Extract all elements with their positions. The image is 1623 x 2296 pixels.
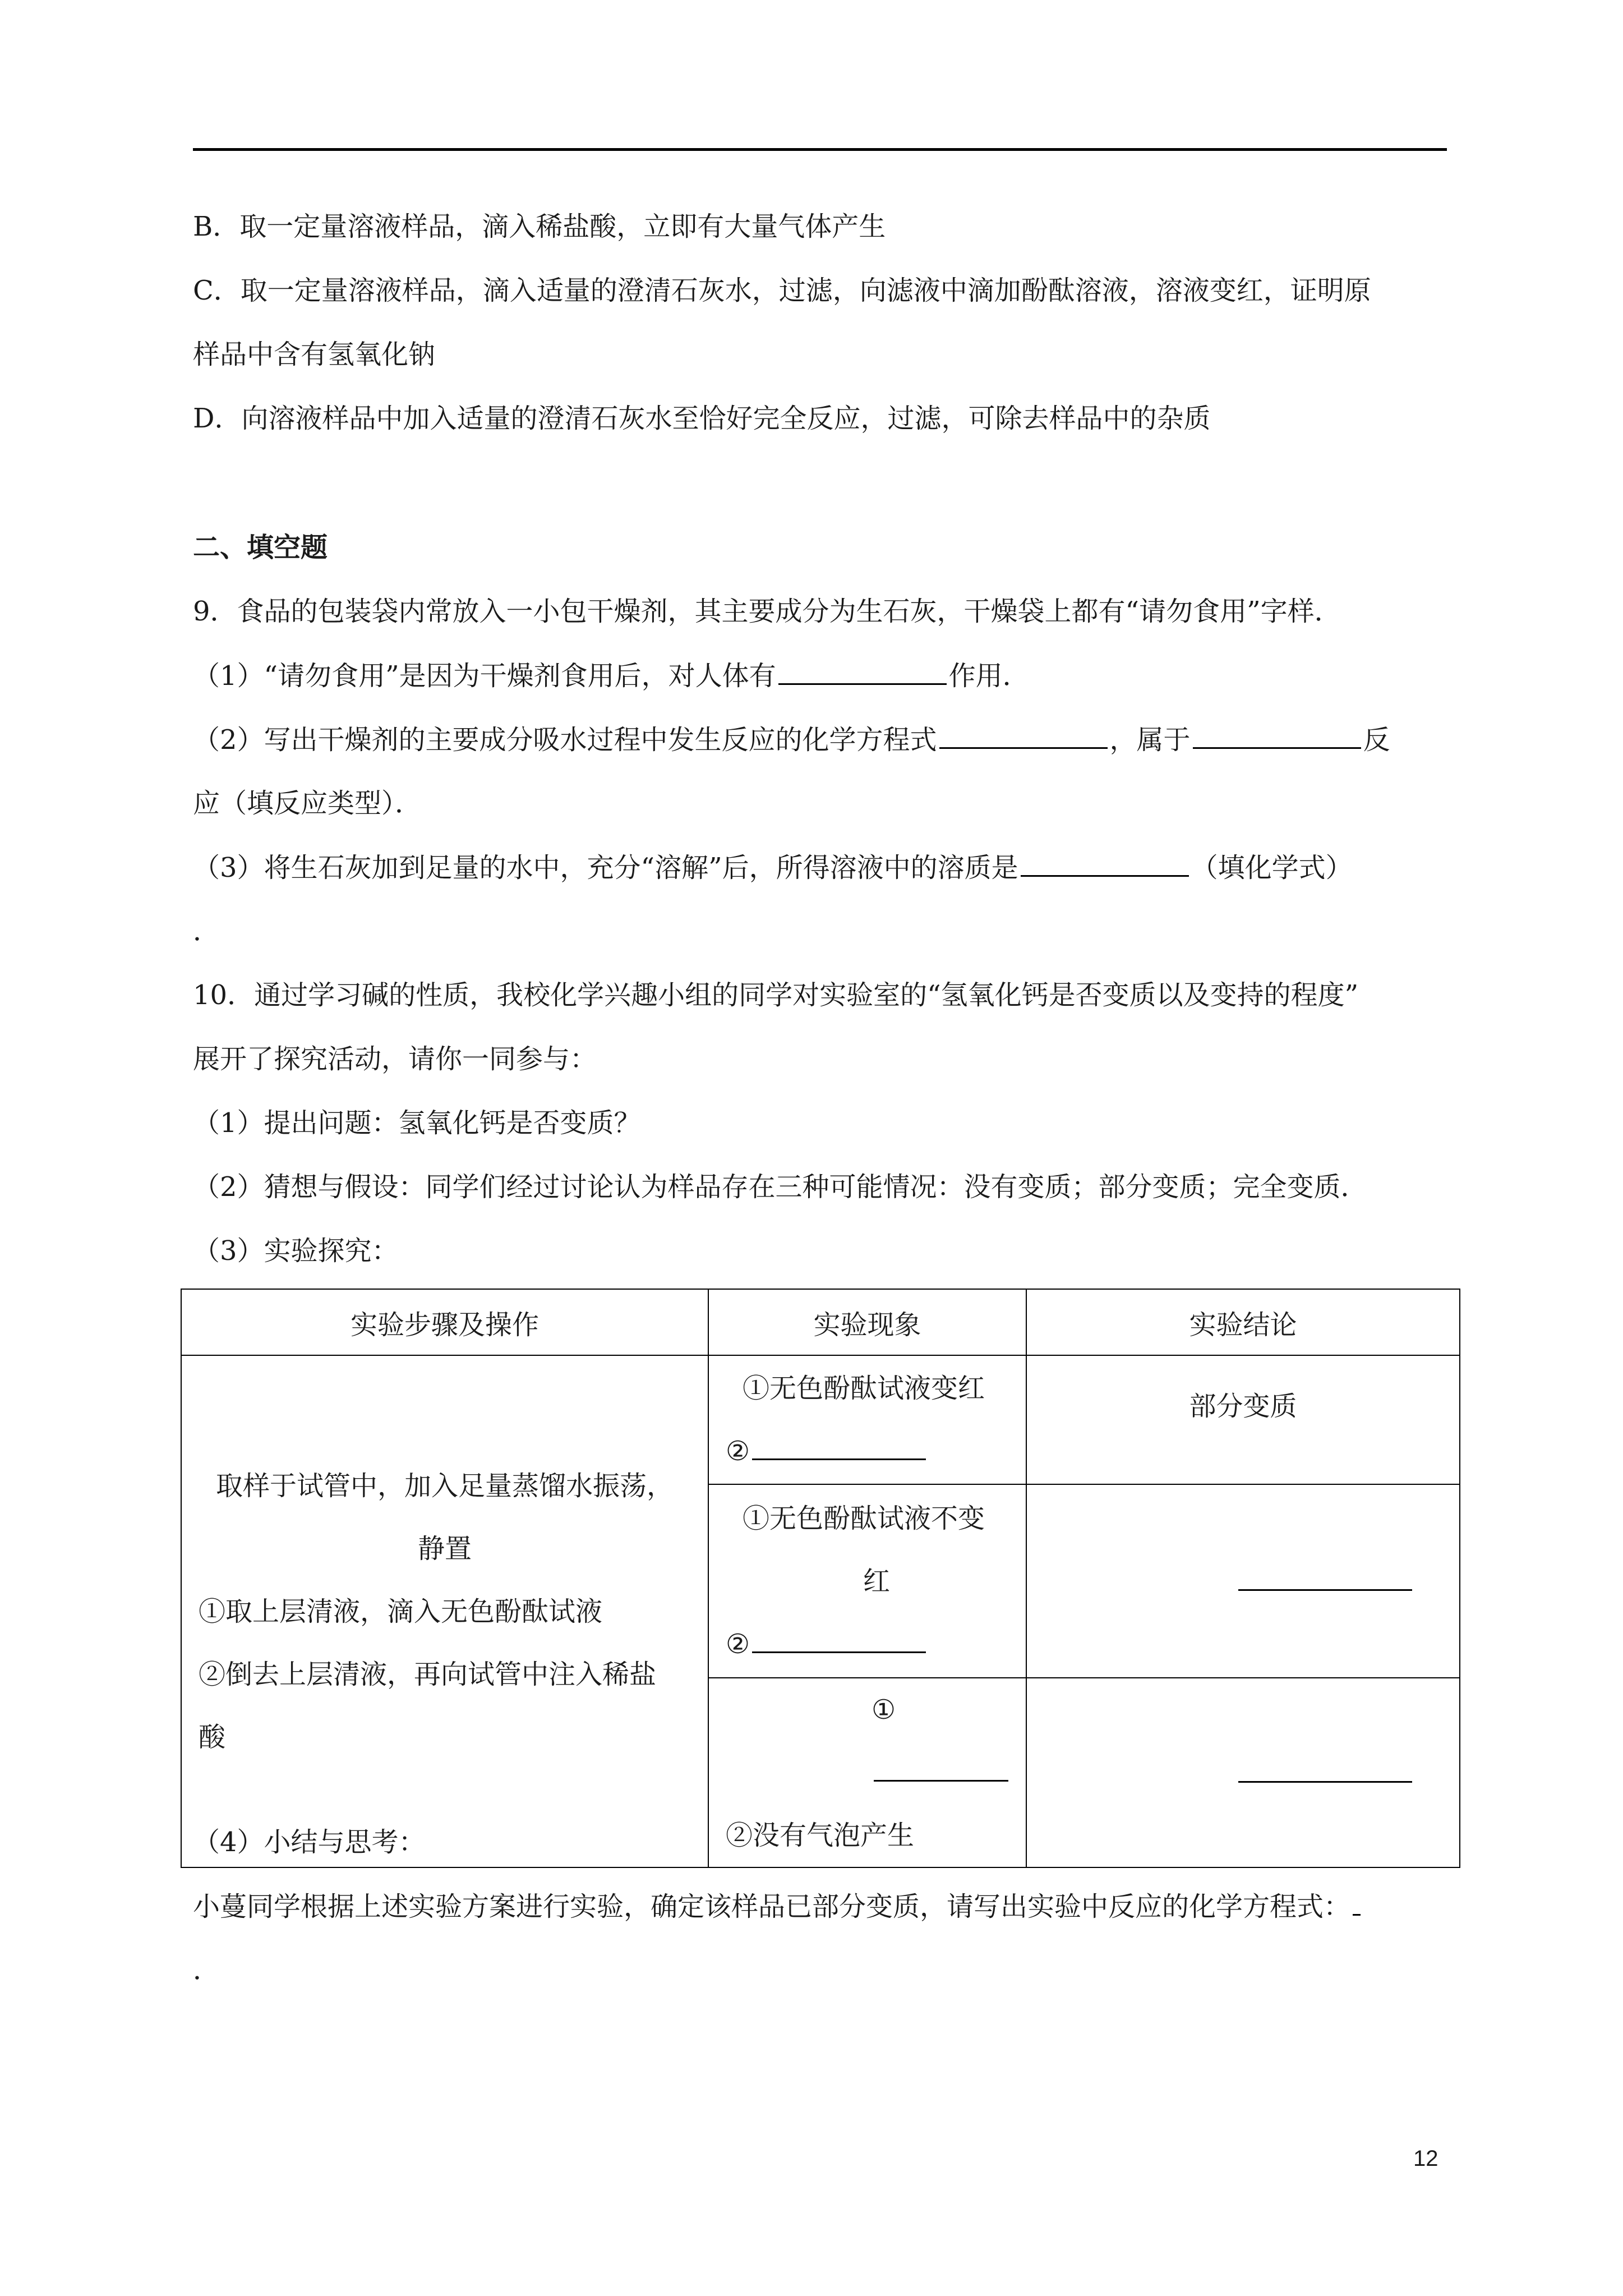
- q10-part3: （3）实验探究：: [193, 1235, 399, 1267]
- steps-line: ①取上层清液，滴入无色酚酞试液: [199, 1595, 603, 1627]
- answer-blank[interactable]: [1238, 1756, 1412, 1783]
- observation-line: ①: [726, 1678, 1026, 1804]
- steps-line: 静置: [417, 1533, 472, 1565]
- answer-blank[interactable]: [1238, 1565, 1412, 1591]
- header-observation: 实验现象: [708, 1289, 1026, 1355]
- q9-part3-end: ．: [193, 915, 220, 947]
- answer-blank[interactable]: [1021, 850, 1189, 877]
- q9-part2: [193, 723, 1390, 757]
- answer-blank[interactable]: [874, 1755, 1008, 1782]
- question-10-line1: 10．通过学习碱的性质，我校化学兴趣小组的同学对实验室的“氢氧化钙是否变质以及变持的程度”: [193, 979, 1359, 1011]
- answer-blank[interactable]: [752, 1627, 926, 1653]
- q9-part2-cont: 应（填反应类型）．: [193, 788, 422, 819]
- q10-part5: [193, 1889, 1363, 1924]
- observation-cell: [708, 1355, 1026, 1484]
- q10-part1: （1）提出问题：氢氧化钙是否变质？: [193, 1107, 641, 1139]
- experiment-table: [181, 1289, 1460, 1868]
- q9-part1-tail: 作用．: [948, 660, 1030, 692]
- observation-line: ①无色酚酞试液变红: [743, 1373, 985, 1404]
- observation-line: 红: [863, 1565, 891, 1597]
- steps-cell: [181, 1355, 708, 1867]
- observation-line: ②没有气泡产生: [726, 1820, 915, 1851]
- option-c-line1: C．取一定量溶液样品，滴入适量的澄清石灰水，过滤，向滤液中滴加酚酞溶液，溶液变红，证明原: [193, 275, 1371, 306]
- answer-blank[interactable]: [939, 723, 1108, 749]
- observation-line: ②: [726, 1420, 1026, 1483]
- answer-blank[interactable]: [752, 1434, 926, 1460]
- option-d: D．向溶液样品中加入适量的澄清石灰水至恰好完全反应，过滤，可除去样品中的杂质: [193, 403, 1211, 434]
- header-conclusion: 实验结论: [1026, 1289, 1460, 1355]
- q9-part2-mid: ，属于: [1109, 724, 1191, 756]
- q9-part3-text: （3）将生石灰加到足量的水中，充分“溶解”后，所得溶液中的溶质是: [193, 852, 1018, 884]
- header-steps: 实验步骤及操作: [181, 1289, 708, 1355]
- q9-part3: [193, 850, 1353, 885]
- option-c-line2: 样品中含有氢氧化钠: [193, 339, 436, 370]
- q10-part5-end: ．: [193, 1954, 220, 1986]
- conclusion-cell: 部分变质: [1026, 1355, 1460, 1484]
- answer-blank[interactable]: [1353, 1889, 1361, 1916]
- observation-cell: [708, 1484, 1026, 1678]
- page-number: 12: [1413, 2146, 1438, 2171]
- question-9: 9．食品的包装袋内常放入一小包干燥剂，其主要成分为生石灰，干燥袋上都有“请勿食用”字样．: [193, 596, 1341, 627]
- q9-part2-tail: 反: [1363, 724, 1390, 756]
- q10-part5-text: 小蔓同学根据上述实验方案进行实验，确定该样品已部分变质，请写出实验中反应的化学方程式：: [193, 1891, 1351, 1922]
- answer-blank[interactable]: [1193, 723, 1361, 749]
- conclusion-cell: [1026, 1484, 1460, 1678]
- steps-line: 酸: [199, 1721, 226, 1753]
- observation-line: ①无色酚酞试液不变: [743, 1502, 985, 1534]
- header-rule: [193, 148, 1447, 151]
- question-10-line2: 展开了探究活动，请你一同参与：: [193, 1043, 597, 1075]
- q9-part1: [193, 659, 1030, 693]
- section-heading: 二、填空题: [193, 532, 328, 563]
- option-b: B．取一定量溶液样品，滴入稀盐酸，立即有大量气体产生: [193, 211, 886, 242]
- observation-line: ②: [726, 1613, 1026, 1676]
- observation-cell: [708, 1678, 1026, 1867]
- q9-part3-tail: （填化学式）: [1191, 852, 1353, 884]
- q9-part2-text: （2）写出干燥剂的主要成分吸水过程中发生反应的化学方程式: [193, 724, 937, 756]
- steps-line: ②倒去上层清液，再向试管中注入稀盐: [199, 1658, 657, 1690]
- conclusion-cell: [1026, 1678, 1460, 1867]
- steps-line: 取样于试管中，加入足量蒸馏水振荡，: [215, 1470, 674, 1502]
- q10-part2: （2）猜想与假设：同学们经过讨论认为样品存在三种可能情况：没有变质；部分变质；完全变质．: [193, 1171, 1368, 1203]
- answer-blank[interactable]: [778, 659, 947, 685]
- q10-part4: （4）小结与思考：: [193, 1826, 426, 1858]
- q9-part1-text: （1）“请勿食用”是因为干燥剂食用后，对人体有: [193, 660, 776, 692]
